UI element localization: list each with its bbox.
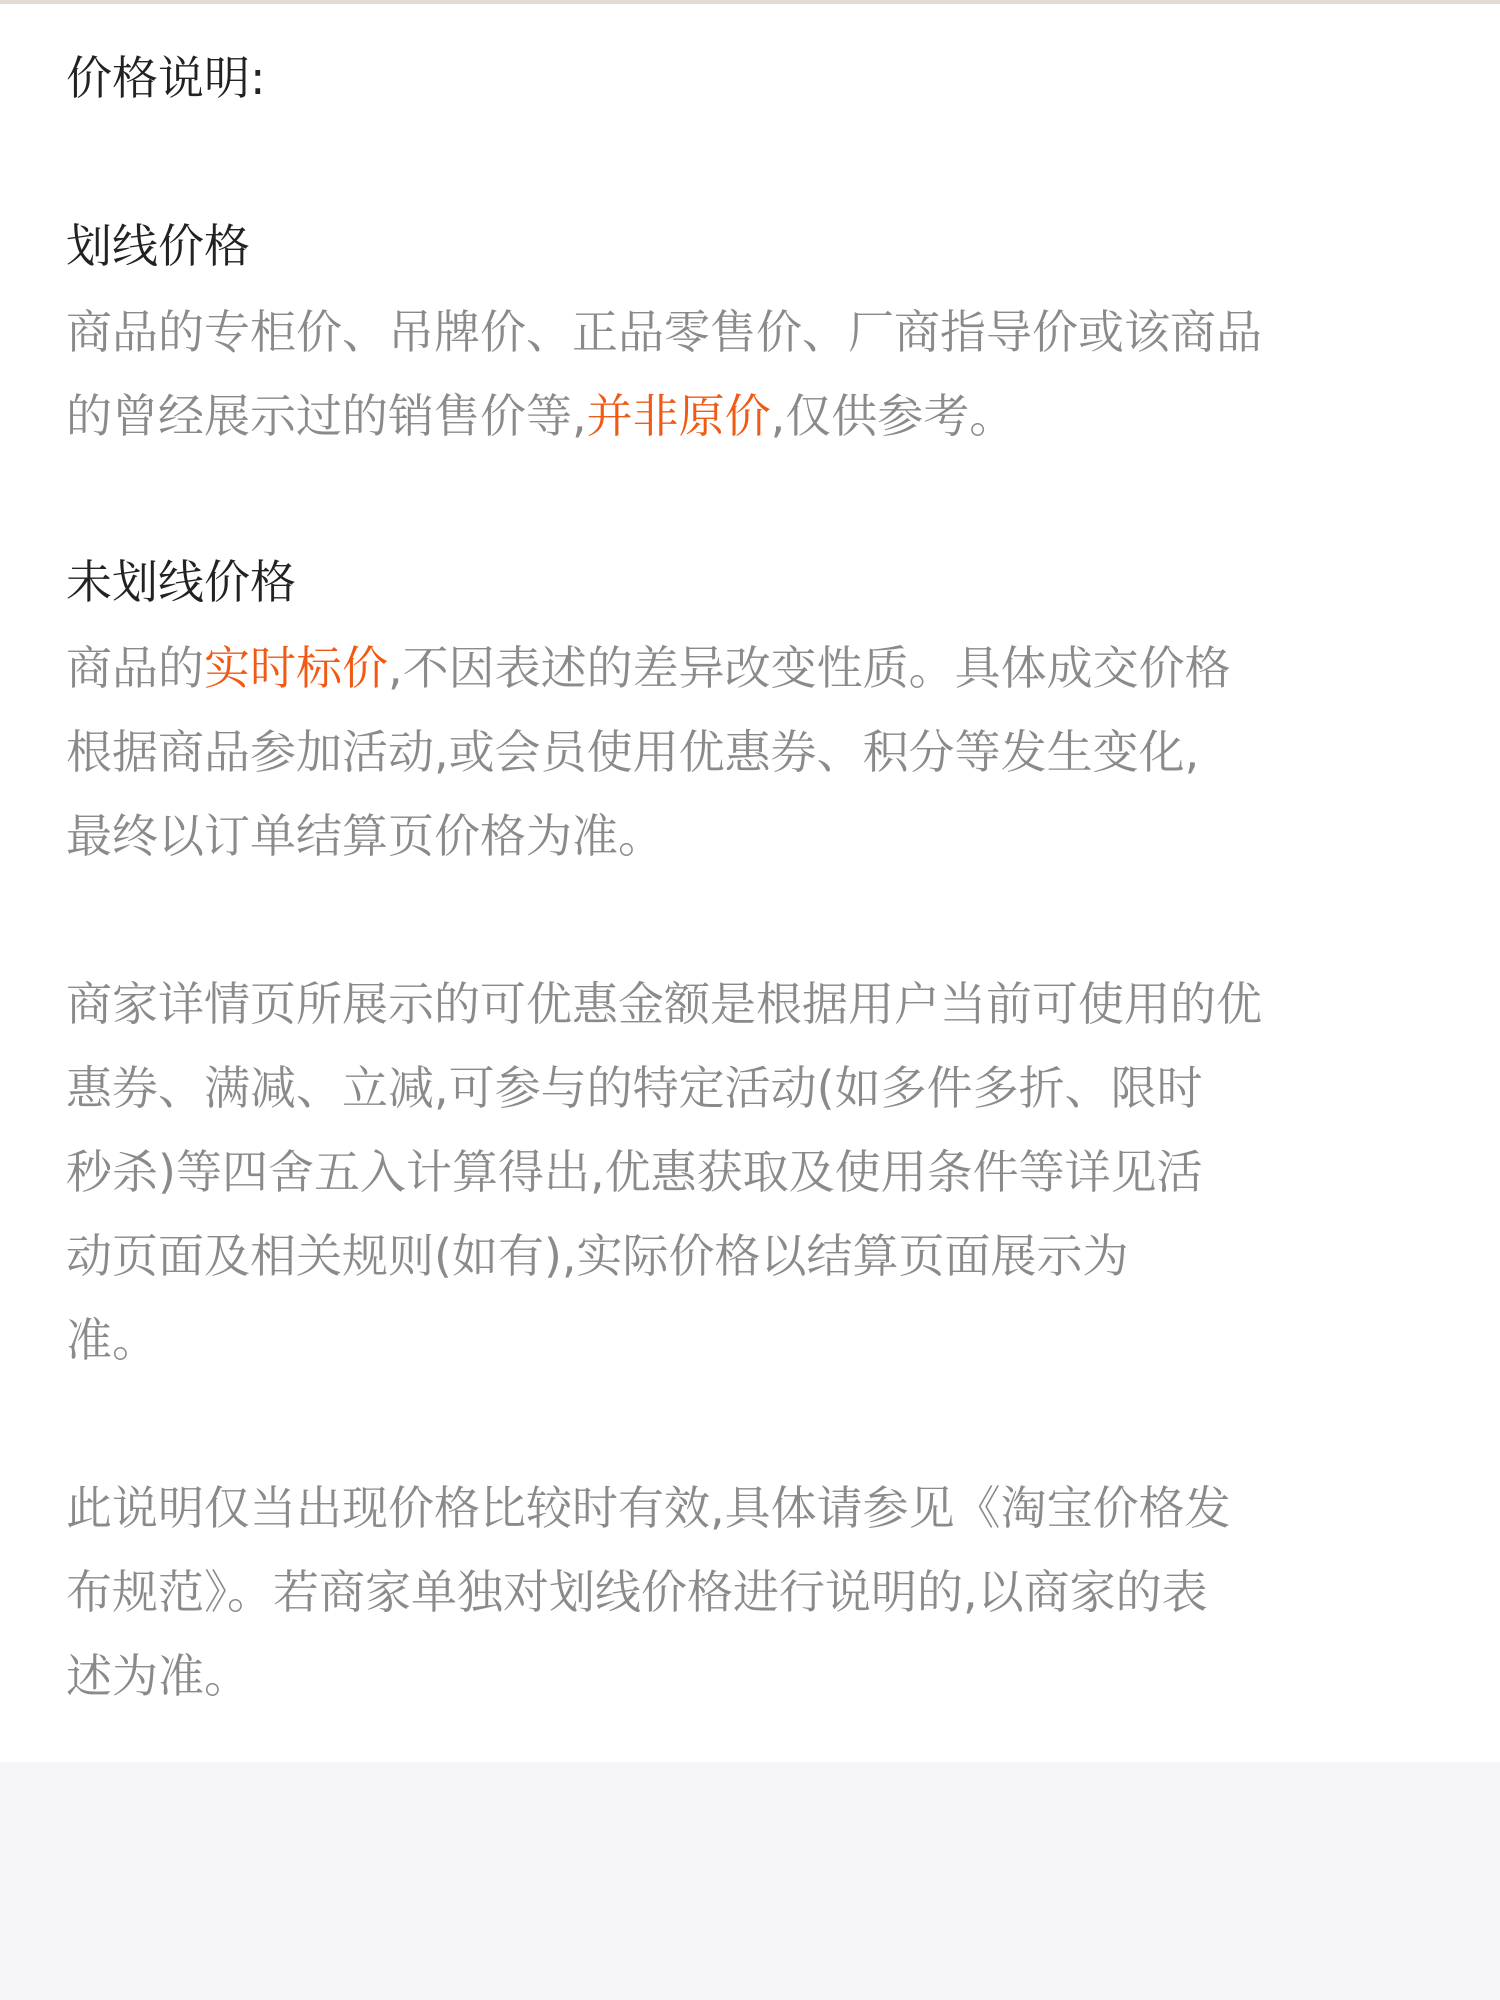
crossed-price-line-2-end: ,仅供参考。 (770, 389, 1016, 443)
validity-note-line-3: 述为准。 (66, 1649, 250, 1703)
discount-note-line-1: 商家详情页所展示的可优惠金额是根据用户当前可使用的优 (66, 977, 1262, 1031)
page-title: 价格说明: (66, 51, 266, 105)
discount-amount-note (66, 962, 1434, 1382)
validity-note-line-2: 布规范》。若商家单独对划线价格进行说明的,以商家的表 (66, 1565, 1208, 1619)
crossed-price-description (66, 290, 1434, 458)
price-explanation-panel[interactable] (0, 4, 1500, 1762)
uncrossed-price-line-2: 根据商品参加活动,或会员使用优惠券、积分等发生变化, (66, 725, 1200, 779)
uncrossed-price-line-1 (66, 626, 1434, 710)
validity-note-line-1: 此说明仅当出现价格比较时有效,具体请参见《淘宝价格发 (66, 1481, 1231, 1535)
discount-note-line-5: 准。 (66, 1313, 158, 1367)
discount-note-line-3: 秒杀)等四舍五入计算得出,优惠获取及使用条件等详见活 (66, 1145, 1203, 1199)
uncrossed-price-line-1-end: ,不因表述的差异改变性质。具体成交价格 (388, 641, 1231, 695)
page-background (0, 1762, 1500, 2000)
crossed-price-line-2-text: 的曾经展示过的销售价等, (66, 389, 587, 443)
discount-note-line-2: 惠券、满减、立减,可参与的特定活动(如多件多折、限时 (66, 1061, 1203, 1115)
crossed-price-line-1: 商品的专柜价、吊牌价、正品零售价、厂商指导价或该商品 (66, 305, 1262, 359)
uncrossed-price-heading: 未划线价格 (66, 555, 296, 609)
not-original-price-highlight: 并非原价 (586, 389, 771, 443)
uncrossed-price-line-1-text: 商品的 (66, 641, 204, 695)
discount-note-line-4: 动页面及相关规则(如有),实际价格以结算页面展示为 (66, 1229, 1129, 1283)
uncrossed-price-description (66, 626, 1434, 878)
crossed-price-heading: 划线价格 (66, 219, 250, 273)
uncrossed-price-line-3: 最终以订单结算页价格为准。 (66, 809, 664, 863)
validity-note (66, 1466, 1434, 1718)
crossed-price-line-2 (66, 374, 1434, 458)
real-time-price-highlight: 实时标价 (204, 641, 388, 695)
